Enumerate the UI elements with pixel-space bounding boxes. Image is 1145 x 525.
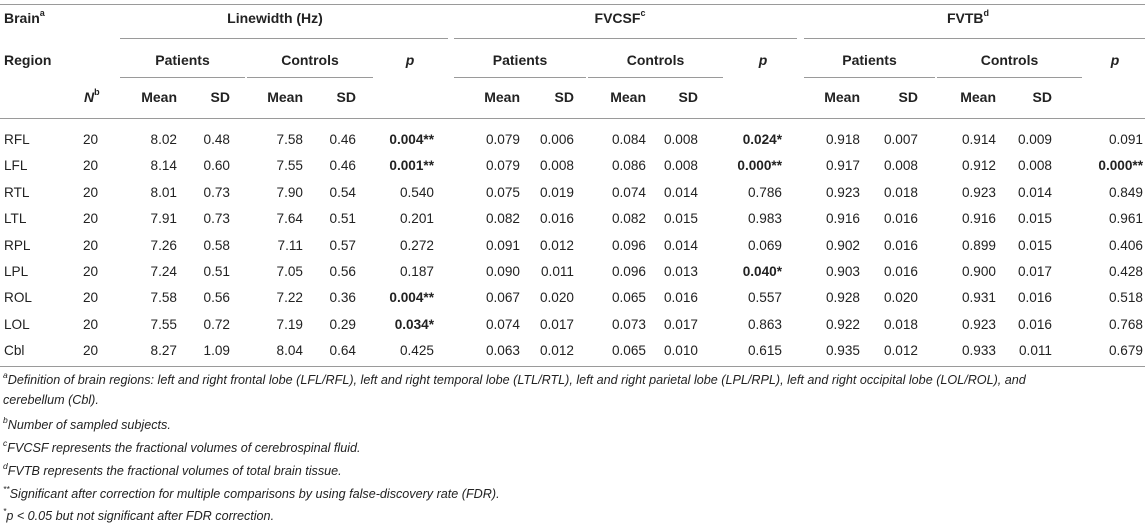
group-rule	[454, 38, 797, 39]
footnote: $^d$FVTB represents the fractional volumes of total brain tissue.	[3, 460, 342, 478]
mean-cell: 0.902	[825, 238, 860, 253]
mean-cell: 0.096	[611, 238, 646, 253]
header-n: $N^b$	[84, 87, 100, 105]
sd-cell: 0.012	[539, 343, 574, 358]
p-value: 0.786	[747, 185, 782, 200]
sd-cell: 0.014	[663, 238, 698, 253]
sd-cell: 0.012	[539, 238, 574, 253]
mean-cell: 0.084	[611, 132, 646, 147]
mean-cell: 0.931	[961, 290, 996, 305]
sd-cell: 0.006	[539, 132, 574, 147]
p-value: 0.425	[399, 343, 434, 358]
sd-cell: 0.51	[203, 264, 230, 279]
mean-cell: 0.900	[961, 264, 996, 279]
sd-cell: 0.016	[1017, 290, 1052, 305]
footnote: **Significant after correction for multiple comparisons by using false-discovery rate (FDR).	[3, 483, 500, 501]
sd-cell: 0.008	[663, 132, 698, 147]
sd-cell: 0.019	[539, 185, 574, 200]
mean-cell: 0.067	[485, 290, 520, 305]
sub-rule	[120, 77, 245, 78]
sub-rule	[804, 77, 935, 78]
sd-cell: 0.016	[539, 211, 574, 226]
sd-cell: 0.008	[539, 158, 574, 173]
header-mean: Mean	[141, 89, 177, 105]
sd-cell: 0.016	[883, 264, 918, 279]
p-value: 0.863	[747, 317, 782, 332]
header-controls: Controls	[281, 52, 339, 68]
region-cell: LTL	[4, 211, 27, 226]
group-rule	[804, 38, 1145, 39]
sd-cell: 0.54	[329, 185, 356, 200]
region-cell: LFL	[4, 158, 28, 173]
header-mean: Mean	[960, 89, 996, 105]
sd-cell: 0.018	[883, 317, 918, 332]
mean-cell: 0.918	[825, 132, 860, 147]
header-patients: Patients	[842, 52, 897, 68]
mean-cell: 8.14	[150, 158, 177, 173]
p-value: 0.201	[399, 211, 434, 226]
p-value: 0.069	[747, 238, 782, 253]
mean-cell: 7.05	[276, 264, 303, 279]
header-mean: Mean	[610, 89, 646, 105]
p-value: 0.004**	[389, 290, 434, 305]
p-value: 0.024*	[742, 132, 782, 147]
mean-cell: 0.914	[961, 132, 996, 147]
header-bottom-rule	[0, 118, 1145, 119]
n-cell: 20	[83, 132, 99, 147]
bottom-rule	[0, 366, 1145, 367]
p-value: 0.406	[1108, 238, 1143, 253]
mean-cell: 0.912	[961, 158, 996, 173]
mean-cell: 7.55	[276, 158, 303, 173]
p-value: 0.428	[1108, 264, 1143, 279]
sd-cell: 0.017	[1017, 264, 1052, 279]
sd-cell: 0.64	[329, 343, 356, 358]
p-value: 0.000**	[737, 158, 782, 173]
region-cell: LPL	[4, 264, 29, 279]
mean-cell: 0.923	[961, 185, 996, 200]
mean-cell: 7.11	[277, 238, 303, 253]
sd-cell: 0.57	[329, 238, 356, 253]
footnote: $^a$Definition of brain regions: left and right frontal lobe (LFL/RFL), left and right temporal lobe (LTL/RTL), left and right parietal lobe (LPL/RPL), left and right occipital lobe (LOL/ROL), and	[3, 369, 1026, 387]
mean-cell: 7.58	[150, 290, 177, 305]
p-value: 0.091	[1108, 132, 1143, 147]
mean-cell: 7.58	[276, 132, 303, 147]
header-mean: Mean	[484, 89, 520, 105]
header-sd: SD	[336, 89, 356, 105]
mean-cell: 0.096	[611, 264, 646, 279]
mean-cell: 8.04	[276, 343, 303, 358]
mean-cell: 7.24	[150, 264, 177, 279]
sd-cell: 0.51	[329, 211, 356, 226]
sd-cell: 0.015	[663, 211, 698, 226]
p-value: 0.849	[1108, 185, 1143, 200]
header-brain: Brain$^a$	[4, 8, 45, 26]
region-cell: RPL	[4, 238, 31, 253]
mean-cell: 0.079	[485, 158, 520, 173]
mean-cell: 0.916	[825, 211, 860, 226]
mean-cell: 0.086	[611, 158, 646, 173]
group-header: FVTB$^d$	[946, 8, 990, 26]
sub-rule	[247, 77, 373, 78]
mean-cell: 0.933	[961, 343, 996, 358]
mean-cell: 0.063	[485, 343, 520, 358]
mean-cell: 0.082	[611, 211, 646, 226]
mean-cell: 0.917	[825, 158, 860, 173]
mean-cell: 0.074	[611, 185, 646, 200]
mean-cell: 8.01	[150, 185, 177, 200]
sd-cell: 0.72	[203, 317, 230, 332]
header-p: p	[758, 52, 768, 68]
sd-cell: 0.015	[1017, 238, 1052, 253]
group-header: Linewidth (Hz)	[227, 10, 323, 26]
n-cell: 20	[83, 290, 99, 305]
n-cell: 20	[83, 158, 99, 173]
mean-cell: 0.075	[485, 185, 520, 200]
region-cell: RTL	[4, 185, 30, 200]
mean-cell: 0.922	[825, 317, 860, 332]
mean-cell: 0.935	[825, 343, 860, 358]
mean-cell: 0.065	[611, 290, 646, 305]
sd-cell: 0.014	[663, 185, 698, 200]
n-cell: 20	[83, 185, 99, 200]
mean-cell: 0.065	[611, 343, 646, 358]
sd-cell: 0.017	[663, 317, 698, 332]
header-sd: SD	[678, 89, 698, 105]
sd-cell: 0.009	[1017, 132, 1052, 147]
sd-cell: 0.016	[1017, 317, 1052, 332]
sd-cell: 0.008	[663, 158, 698, 173]
sd-cell: 0.018	[883, 185, 918, 200]
mean-cell: 7.91	[150, 211, 177, 226]
region-cell: LOL	[4, 317, 30, 332]
p-value: 0.679	[1108, 343, 1143, 358]
p-value: 0.272	[399, 238, 434, 253]
sub-rule	[454, 77, 586, 78]
sd-cell: 0.29	[329, 317, 356, 332]
sd-cell: 0.56	[329, 264, 356, 279]
p-value: 0.001**	[389, 158, 434, 173]
region-cell: Cbl	[4, 343, 25, 358]
mean-cell: 0.090	[485, 264, 520, 279]
p-value: 0.004**	[389, 132, 434, 147]
region-cell: ROL	[4, 290, 32, 305]
header-region: Region	[4, 52, 52, 68]
sd-cell: 0.010	[663, 343, 698, 358]
mean-cell: 0.074	[485, 317, 520, 332]
sd-cell: 0.60	[203, 158, 230, 173]
header-sd: SD	[210, 89, 230, 105]
mean-cell: 7.55	[150, 317, 177, 332]
footnote: $^b$Number of sampled subjects.	[3, 414, 171, 432]
footnote: cerebellum (Cbl).	[3, 393, 99, 407]
sd-cell: 0.014	[1017, 185, 1052, 200]
header-patients: Patients	[492, 52, 548, 68]
p-value: 0.540	[399, 185, 434, 200]
top-rule	[0, 4, 1145, 5]
p-value: 0.000**	[1098, 158, 1143, 173]
sd-cell: 0.011	[540, 264, 574, 279]
sd-cell: 0.016	[883, 238, 918, 253]
header-mean: Mean	[267, 89, 303, 105]
mean-cell: 0.923	[961, 317, 996, 332]
p-value: 0.518	[1108, 290, 1143, 305]
sd-cell: 0.016	[663, 290, 698, 305]
mean-cell: 0.923	[825, 185, 860, 200]
sd-cell: 0.012	[883, 343, 918, 358]
n-cell: 20	[83, 211, 99, 226]
sd-cell: 0.020	[883, 290, 918, 305]
mean-cell: 0.079	[485, 132, 520, 147]
p-value: 0.983	[747, 211, 782, 226]
group-rule	[120, 38, 448, 39]
sd-cell: 0.46	[329, 132, 356, 147]
p-value: 0.768	[1108, 317, 1143, 332]
header-controls: Controls	[980, 52, 1039, 68]
p-value: 0.557	[747, 290, 782, 305]
mean-cell: 0.899	[961, 238, 996, 253]
mean-cell: 0.073	[611, 317, 646, 332]
sub-rule	[588, 77, 723, 78]
sd-cell: 1.09	[203, 343, 230, 358]
mean-cell: 7.64	[276, 211, 303, 226]
mean-cell: 0.091	[485, 238, 520, 253]
p-value: 0.615	[747, 343, 782, 358]
n-cell: 20	[83, 343, 99, 358]
mean-cell: 8.02	[150, 132, 177, 147]
mean-cell: 7.22	[276, 290, 303, 305]
p-value: 0.187	[399, 264, 434, 279]
footnote: $^c$FVCSF represents the fractional volumes of cerebrospinal fluid.	[3, 437, 361, 455]
mean-cell: 0.916	[961, 211, 996, 226]
header-controls: Controls	[626, 52, 685, 68]
sd-cell: 0.017	[539, 317, 574, 332]
header-sd: SD	[554, 89, 574, 105]
n-cell: 20	[83, 238, 99, 253]
mean-cell: 7.19	[276, 317, 303, 332]
mean-cell: 0.903	[825, 264, 860, 279]
region-cell: RFL	[4, 132, 30, 147]
header-sd: SD	[1032, 89, 1052, 105]
n-cell: 20	[83, 317, 99, 332]
mean-cell: 7.90	[276, 185, 303, 200]
sd-cell: 0.013	[663, 264, 698, 279]
sd-cell: 0.73	[203, 211, 230, 226]
sd-cell: 0.020	[539, 290, 574, 305]
footnote: *p < 0.05 but not significant after FDR correction.	[3, 505, 275, 523]
sd-cell: 0.46	[329, 158, 356, 173]
sd-cell: 0.56	[203, 290, 230, 305]
header-patients: Patients	[155, 52, 210, 68]
mean-cell: 8.27	[150, 343, 177, 358]
n-cell: 20	[83, 264, 99, 279]
sd-cell: 0.011	[1018, 343, 1052, 358]
sd-cell: 0.008	[883, 158, 918, 173]
sd-cell: 0.48	[203, 132, 230, 147]
p-value: 0.040*	[742, 264, 782, 279]
sd-cell: 0.015	[1017, 211, 1052, 226]
sd-cell: 0.008	[1017, 158, 1052, 173]
sd-cell: 0.73	[203, 185, 230, 200]
header-sd: SD	[898, 89, 918, 105]
sd-cell: 0.016	[883, 211, 918, 226]
p-value: 0.034*	[394, 317, 434, 332]
sub-rule	[937, 77, 1082, 78]
p-value: 0.961	[1108, 211, 1143, 226]
mean-cell: 0.928	[825, 290, 860, 305]
sd-cell: 0.36	[329, 290, 356, 305]
sd-cell: 0.58	[203, 238, 230, 253]
mean-cell: 0.082	[485, 211, 520, 226]
sd-cell: 0.007	[883, 132, 918, 147]
header-p: p	[1110, 52, 1120, 68]
header-mean: Mean	[824, 89, 860, 105]
mean-cell: 7.26	[150, 238, 177, 253]
header-p: p	[405, 52, 415, 68]
group-header: FVCSF$^c$	[594, 8, 646, 26]
